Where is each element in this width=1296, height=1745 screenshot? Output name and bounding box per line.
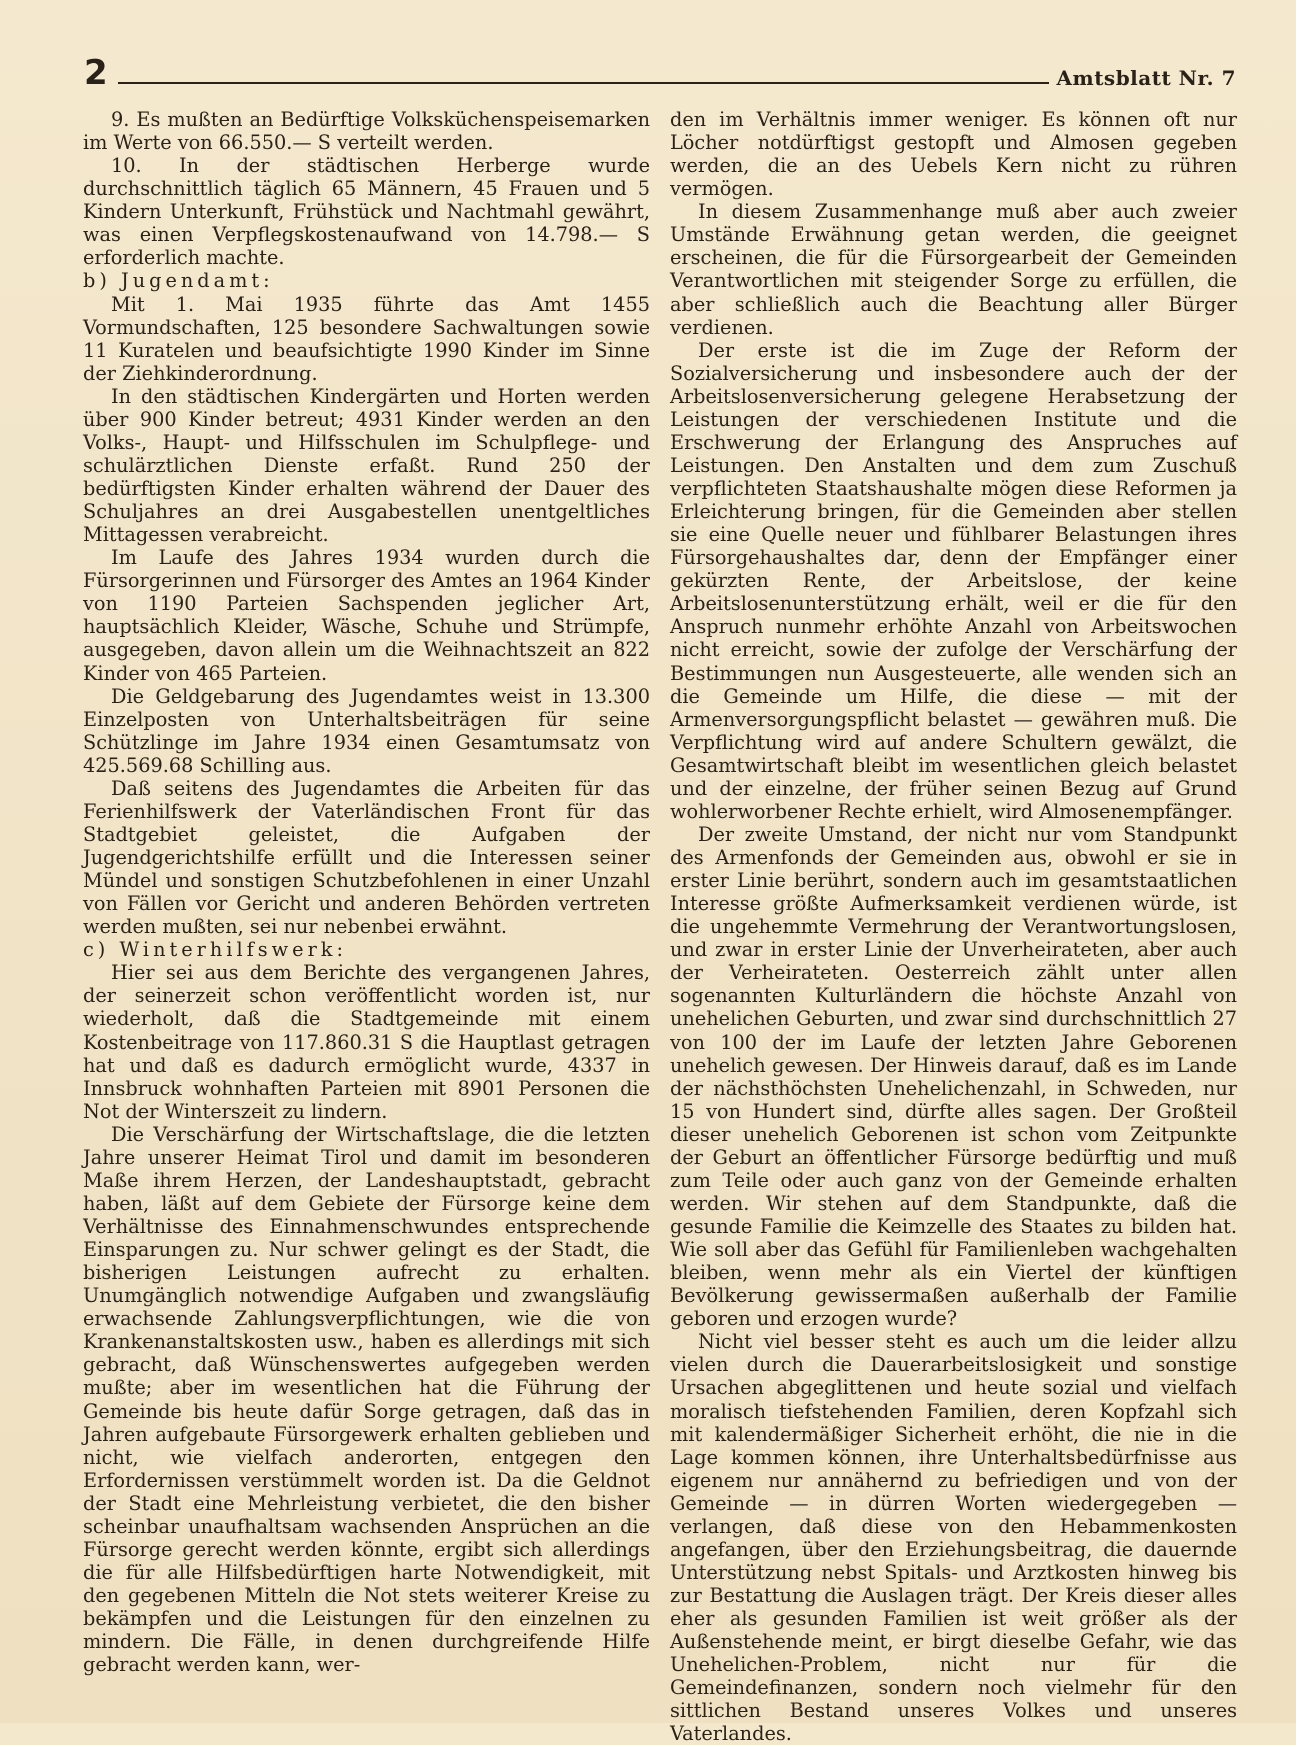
paragraph: Der zweite Umstand, der nicht nur vom Standpunkt des Armenfonds der Gemeinden aus, obwohl er sie in erster Linie berührt, sondern auch im gesamtstaatlichen Interesse größte Aufmerksamkeit verdienen würde, ist die ungehemmte Vermehrung der Verantwortungslosen, und zwar in erster Linie der Unverheirateten, aber auch der Verheirateten. Oesterreich zählt unter allen sogenannten Kulturländern die höchste Anzahl von unehelichen Geburten, und zwar sind durchschnittlich 27 von 100 der im Laufe der letzten Jahre Geborenen unehelich gewesen. Der Hinweis darauf, daß es im Lande der nächsthöchsten Unehelichenzahl, in Schweden, nur 15 von Hundert sind, dürfte alles sagen. Der Großteil dieser unehelich Geborenen ist schon vom Zeitpunkte der Geburt an öffentlicher Fürsorge bedürftig und muß zum Teile oder auch ganz von der Gemeinde erhalten werden. Wir stehen auf dem Standpunkte, daß die gesunde Familie die Keimzelle des Staates zu bilden hat. Wie soll aber das Gefühl für Familienleben wachgehalten bleiben, wenn mehr als ein Viertel der künftigen Bevölkerung gewissermaßen außerhalb der Familie geboren und erzogen wurde? xyxy=(670,822,1237,1331)
paragraph: Im Laufe des Jahres 1934 wurden durch die Fürsorgerinnen und Fürsorger des Amtes an 1964 Kinder von 1190 Parteien Sachspenden jeglicher Art, hauptsächlich Kleider, Wäsche, Schuhe und Strümpfe, ausgegeben, davon allein um die Weihnachtszeit an 822 Kinder von 465 Parteien. xyxy=(83,546,650,685)
issue-label: Amtsblatt Nr. 7 xyxy=(1056,66,1236,90)
paragraph: Der erste ist die im Zuge der Reform der Sozialversicherung und insbesondere auch der der Arbeitslosenversicherung gelegene Herabsetzung der Leistungen der verschiedenen Institute und die Erschwerung der Erlangung des Anspruches auf Leistungen. Den Anstalten und dem zum Zuschuß verpflichteten Staatshaushalte mögen diese Reformen ja Erleichterung bringen, für die Gemeinden aber stellen sie eine Quelle neuer und fühlbarer Belastungen ihres Fürsorgehaushaltes dar, denn der Empfänger einer gekürzten Rente, der Arbeitslose, der keine Arbeitslosenunterstützung erhält, weil er die für den Anspruch nunmehr erhöhte Anzahl von Arbeitswochen nicht erreicht, sowie der zufolge der Verschärfung der Bestimmungen nun Ausgesteuerte, alle wenden sich an die Gemeinde um Hilfe, die diese — mit der Armenversorgungspflicht belastet — gewähren muß. Die Verpflichtung wird auf andere Schultern gewälzt, die Gesamtwirtschaft bleibt im wesentlichen gleich belastet und der einzelne, der früher seinen Bezug auf Grund wohlerworbener Rechte erhielt, wird Almosenempfänger. xyxy=(670,338,1237,823)
header-rule xyxy=(118,82,1049,84)
paragraph: Die Verschärfung der Wirtschaftslage, die die letzten Jahre unserer Heimat Tirol und damit im besonderen Maße ihrem Herzen, der Landeshauptstadt, gebracht haben, läßt auf dem Gebiete der Fürsorge keine dem Verhältnisse des Einnahmenschwundes entsprechende Einsparungen zu. Nur schwer gelingt es der Stadt, die bisherigen Leistungen aufrecht zu erhalten. Unumgänglich notwendige Aufgaben und zwangsläufig erwachsende Zahlungsverpflichtungen, wie die von Krankenanstaltskosten usw., haben es allerdings mit sich gebracht, daß Wünschenswertes aufgegeben werden mußte; aber im wesentlichen hat die Führung der Gemeinde bis heute dafür Sorge getragen, daß das in Jahren aufgebaute Fürsorgewerk erhalten geblieben und nicht, wie vielfach anderorten, entgegen den Erfordernissen verstümmelt worden ist. Da die Geldnot der Stadt eine Mehrleistung verbietet, die den bisher scheinbar unaufhaltsam wachsenden Ansprüchen an die Fürsorge gerecht werden könnte, ergibt sich allerdings die für alle Hilfsbedürftigen harte Notwendigkeit, mit den gegebenen Mitteln die Not stets weiterer Kreise zu bekämpfen und die Leistungen für den einzelnen zu mindern. Die Fälle, in denen durchgreifende Hilfe gebracht werden kann, wer- xyxy=(83,1122,650,1677)
section-heading: b) Jugendamt: xyxy=(83,269,274,293)
paragraph: Mit 1. Mai 1935 führte das Amt 1455 Vormundschaften, 125 besondere Sachwaltungen sowie 11 Kuratelen und beaufsichtigte 1990 Kinder im Sinne der Ziehkinderordnung. xyxy=(83,292,650,385)
section-heading: c) Winterhilfswerk: xyxy=(83,938,347,962)
paragraph: Daß seitens des Jugendamtes die Arbeiten für das Ferienhilfswerk der Vaterländischen Front für das Stadtgebiet geleistet, die Aufgaben der Jugendgerichtshilfe erfüllt und die Interessen seiner Mündel und sonstigen Schutzbefohlenen in einer Unzahl von Fällen vor Gericht und anderen Behörden vertreten werden mußten, sei nur nebenbei erwähnt. xyxy=(83,776,650,939)
paragraph: 10. In der städtischen Herberge wurde durchschnittlich täglich 65 Männern, 45 Frauen und 5 Kindern Unterkunft, Frühstück und Nachtmahl gewährt, was einen Verpflegskostenaufwand von 14.798.— S erforderlich machte. xyxy=(83,154,650,270)
paragraph: In diesem Zusammenhange muß aber auch zweier Umstände Erwähnung getan werden, die geeignet erscheinen, die für die Fürsorgearbeit der Gemeinden Verantwortlichen mit steigender Sorge zu erfüllen, die aber schließlich auch die Beachtung aller Bürger verdienen. xyxy=(670,200,1237,339)
paragraph: In den städtischen Kindergärten und Horten werden über 900 Kinder betreut; 4931 Kinder werden an den Volks-, Haupt- und Hilfsschulen im Schulpflege- und schulärztlichen Dienste erfaßt. Rund 250 der bedürftigsten Kinder erhalten während der Dauer des Schuljahres an drei Ausgabestellen unentgeltliches Mittagessen verabreicht. xyxy=(83,384,650,547)
left-column xyxy=(83,108,650,1676)
page-number: 2 xyxy=(84,53,108,93)
page-header xyxy=(84,50,1236,93)
paragraph: den im Verhältnis immer weniger. Es können oft nur Löcher notdürftigst gestopft und Almosen gegeben werden, die an des Uebels Kern nicht zu rühren vermögen. xyxy=(670,108,1237,201)
paragraph: Nicht viel besser steht es auch um die leider allzu vielen durch die Dauerarbeitslosigkeit und sonstige Ursachen abgeglittenen und heute sozial und vielfach moralisch tiefstehenden Familien, deren Kopfzahl sich mit kalendermäßiger Sicherheit erhöht, die nie in die Lage kommen können, ihre Unterhaltsbedürfnisse aus eigenem nur annähernd zu befriedigen und von der Gemeinde — in dürren Worten wiedergegeben — verlangen, daß diese von den Hebammenkosten angefangen, über den Erziehungsbeitrag, die dauernde Unterstützung nebst Spitals- und Arztkosten hinweg bis zur Bestattung die Auslagen trägt. Der Kreis dieser alles eher als gesunden Familien ist weit größer als der Außenstehende meint, er birgt dieselbe Gefahr, wie das Unehelichen-Problem, nicht nur für die Gemeindefinanzen, sondern noch vielmehr für den sittlichen Bestand unseres Volkes und unseres Vaterlandes. xyxy=(670,1330,1237,1745)
paragraph: Hier sei aus dem Berichte des vergangenen Jahres, der seinerzeit schon veröffentlicht worden ist, nur wiederholt, daß die Stadtgemeinde mit einem Kostenbeitrage von 117.860.31 S die Hauptlast getragen hat und daß es dadurch ermöglicht wurde, 4337 in Innsbruck wohnhaften Parteien mit 8901 Personen die Not der Winterszeit zu lindern. xyxy=(83,961,650,1123)
paragraph: 9. Es mußten an Bedürftige Volksküchenspeisemarken im Werte von 66.550.— S verteilt werden. xyxy=(83,108,650,155)
paragraph: Die Geldgebarung des Jugendamtes weist in 13.300 Einzelposten von Unterhaltsbeiträgen für seine Schützlinge im Jahre 1934 einen Gesamtumsatz von 425.569.68 Schilling aus. xyxy=(83,684,650,777)
right-column xyxy=(670,108,1237,1745)
